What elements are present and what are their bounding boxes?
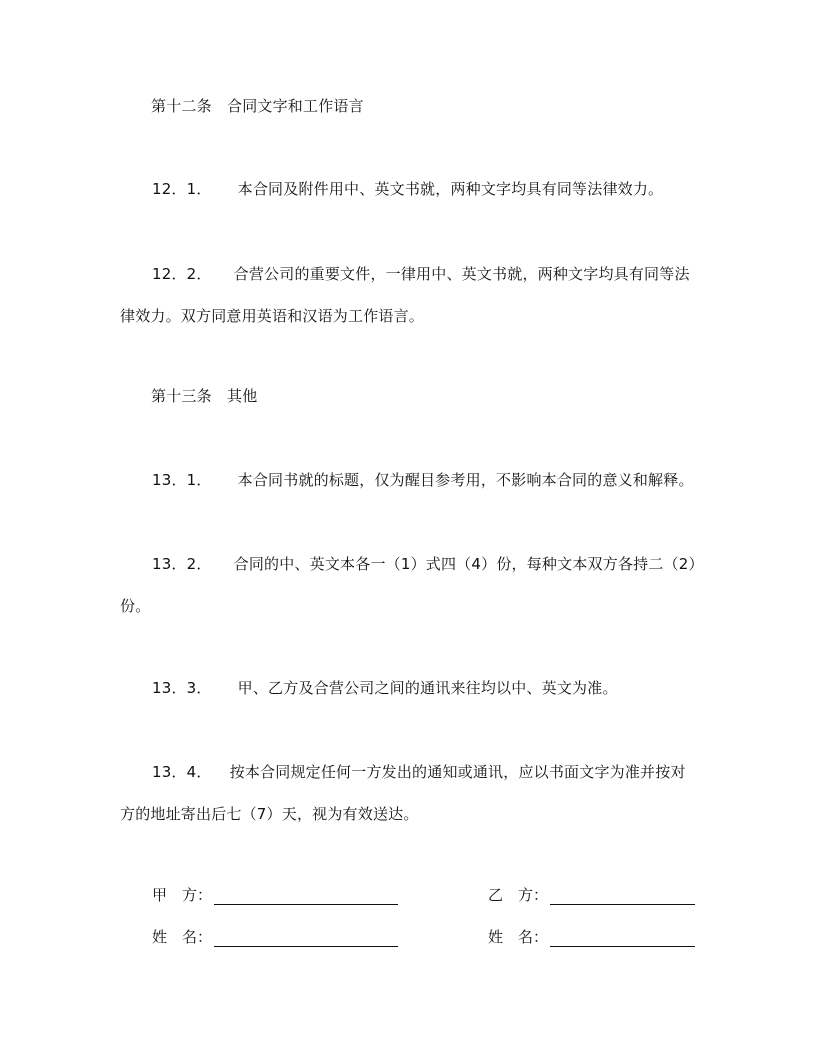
clause-13-2-text-line1: 合同的中、英文本各一（1）式四（4）份，每种文本双方各持二（2） [233, 555, 704, 573]
name-b-label: 姓 名： [488, 928, 549, 946]
clause-13-2-line1 [152, 554, 704, 574]
clause-13-4-text-line2: 方的地址寄出后七（7）天，视为有效送达。 [120, 805, 419, 823]
article-13-heading: 第十三条 其他 [151, 387, 258, 405]
clause-13-2-text-line2: 份。 [120, 597, 151, 615]
party-b-signature-line[interactable] [550, 886, 695, 905]
party-a-signature-line[interactable] [214, 886, 398, 905]
clause-13-2-number: 13．2． [152, 555, 212, 573]
clause-13-3 [152, 678, 618, 698]
clause-12-2-text-line2: 律效力。双方同意用英语和汉语为工作语言。 [120, 307, 425, 325]
clause-12-2-text-line1: 合营公司的重要文件，一律用中、英文书就，两种文字均具有同等法 [233, 265, 690, 283]
name-b-signature-line[interactable] [550, 928, 695, 947]
clause-13-3-text: 甲、乙方及合营公司之间的通讯来往均以中、英文为准。 [237, 679, 618, 697]
clause-12-1 [152, 179, 663, 199]
clause-12-1-text: 本合同及附件用中、英文书就，两种文字均具有同等法律效力。 [237, 180, 664, 198]
name-a-signature-line[interactable] [214, 928, 398, 947]
clause-13-1-text: 本合同书就的标题，仅为醒目参考用，不影响本合同的意义和解释。 [237, 471, 694, 489]
clause-12-2-number: 12．2． [152, 265, 212, 283]
clause-12-1-number: 12．1． [152, 180, 212, 198]
clause-13-1-number: 13．1． [152, 471, 212, 489]
party-b-signature [488, 885, 695, 905]
clause-13-4-number: 13．4． [152, 763, 212, 781]
clause-13-4-text-line1: 按本合同规定任何一方发出的通知或通讯，应以书面文字为准并按对 [229, 763, 686, 781]
party-b-label: 乙 方： [488, 886, 549, 904]
clause-13-4-line1 [152, 762, 686, 782]
article-12-heading: 第十二条 合同文字和工作语言 [151, 97, 364, 115]
name-a-signature [152, 927, 398, 947]
clause-13-3-number: 13．3． [152, 679, 212, 697]
clause-13-1 [152, 470, 694, 490]
name-b-signature [488, 927, 695, 947]
name-a-label: 姓 名： [152, 928, 213, 946]
party-a-signature [152, 885, 398, 905]
party-a-label: 甲 方： [152, 886, 213, 904]
clause-12-2-line1 [152, 264, 690, 284]
